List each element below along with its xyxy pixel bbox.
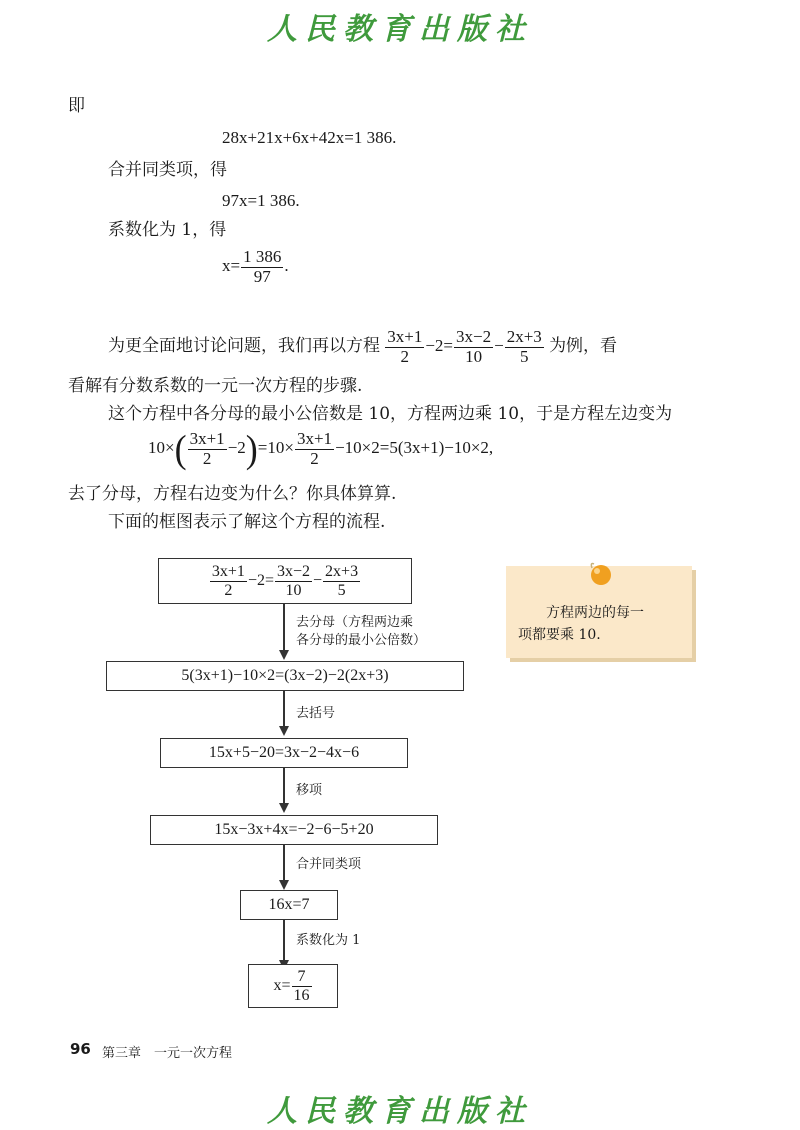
flow-arrow-2: [283, 690, 285, 726]
flow-arrow-3: [283, 767, 285, 804]
intro-word: 即: [68, 96, 85, 116]
flow-box-2: 5(3x+1)−10×2=(3x−2)−2(2x+3): [106, 661, 464, 691]
paragraph-4: 下面的框图表示了解这个方程的流程.: [108, 512, 386, 532]
paragraph-2: 这个方程中各分母的最小公倍数是 10，方程两边乘 10，于是方程左边变为: [108, 404, 673, 424]
page-number: 96: [70, 1040, 91, 1058]
flow-box-4: 15x−3x+4x=−2−6−5+20: [150, 815, 438, 845]
flow-arrowhead-4: [279, 880, 289, 890]
flow-box-3: 15x+5−20=3x−2−4x−6: [160, 738, 408, 768]
publisher-logo-bottom: 人民教育出版社: [267, 1094, 533, 1129]
equation-3: x= $\frac{1 386}{97}$ .: [222, 247, 289, 286]
flow-box-1: $\frac{3x+1}{2}$ −2= $\frac{3x-2}{10}$ − $\frac{2x+3}{5}$: [158, 558, 412, 604]
flow-arrowhead-3: [279, 803, 289, 813]
equation-1: 28x+21x+6x+42x=1 386.: [222, 128, 397, 147]
side-note-text: 方程两边的每一 项都要乘 10.: [518, 605, 644, 643]
expansion-equation: 10×( $\frac{3x+1}{2}$ −2)=10× $\frac{3x+1}{2}$ −10×2=5(3x+1)−10×2,: [148, 427, 494, 472]
flow-box-5: 16x=7: [240, 890, 338, 920]
merge-text: 合并同类项，得: [108, 160, 227, 180]
paragraph-1-line-1: 为更全面地讨论问题，我们再以方程 $\frac{3x+1}{2}$ −2= $\frac{3x-2}{10}$ − $\frac{2x+3}{5}$ 为例，看: [108, 327, 618, 366]
paragraph-1-line-2: 看解有分数系数的一元一次方程的步骤.: [68, 376, 363, 396]
paragraph-3: 去了分母，方程右边变为什么？你具体算算.: [68, 484, 397, 504]
flow-box-6: x= $\frac{7}{16}$: [248, 964, 338, 1008]
flow-arrow-5: [283, 919, 285, 961]
flow-arrowhead-1: [279, 650, 289, 660]
flow-arrow-1: [283, 603, 285, 651]
flow-arrow-4: [283, 844, 285, 880]
side-note: [506, 566, 692, 658]
pushpin-icon: [586, 560, 614, 588]
equation-2: 97x=1 386.: [222, 191, 300, 210]
flow-step-5-label: 系数化为 1: [296, 933, 361, 948]
publisher-logo-top: 人民教育出版社: [267, 12, 533, 47]
flow-arrowhead-2: [279, 726, 289, 736]
flow-step-3-label: 移项: [296, 783, 323, 798]
chapter-title: 第三章 一元一次方程: [102, 1046, 233, 1061]
flow-step-2-label: 去括号: [296, 706, 336, 721]
flow-step-4-label: 合并同类项: [296, 857, 362, 872]
flow-step-1-label: 去分母（方程两边乘 各分母的最小公倍数）: [296, 615, 427, 648]
coefficient-text: 系数化为 1，得: [108, 220, 227, 240]
